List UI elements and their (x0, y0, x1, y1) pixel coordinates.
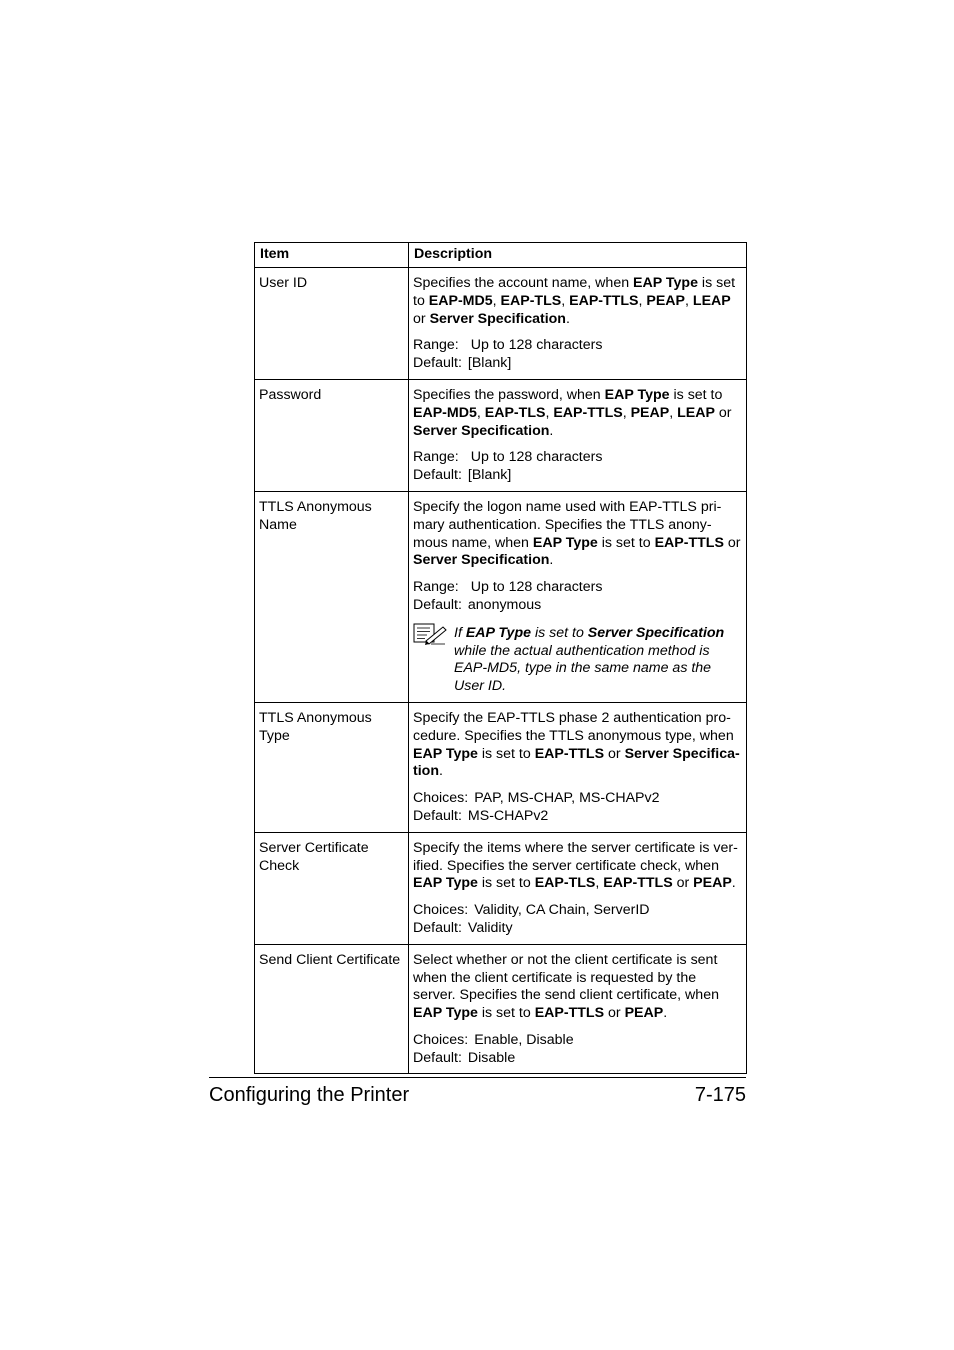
setting-value: anonymous (467, 596, 542, 613)
description-line (413, 970, 742, 988)
description-line (413, 275, 742, 293)
text-run: to (413, 292, 429, 309)
description-line (413, 875, 742, 893)
bold-term: EAP Type (532, 534, 598, 551)
description-text (413, 387, 742, 440)
table-body (255, 268, 747, 1074)
text-run: is set to (669, 386, 723, 403)
text-run: Specify the EAP-TTLS phase 2 authentication pro- (413, 709, 731, 726)
bold-term: Server Specification (587, 624, 725, 641)
note-line (454, 625, 742, 643)
item-cell (255, 491, 409, 702)
setting-value: Up to 128 characters (470, 579, 603, 596)
text-run: while the actual authentication method is (454, 642, 710, 659)
text-run: Specifies the account name, when (413, 275, 634, 291)
setting-label: Default: (413, 467, 462, 484)
bold-term: EAP Type (465, 624, 532, 641)
description-cell (409, 379, 747, 491)
setting-label: Range: (413, 337, 459, 354)
setting-line (413, 808, 742, 826)
description-line (413, 387, 742, 405)
text-run: Select whether or not the client certificate is sent (413, 951, 718, 968)
description-text (413, 499, 742, 570)
text-run: . (565, 310, 570, 327)
bold-term: Server Specification (429, 310, 566, 327)
bold-term: PEAP (693, 875, 732, 892)
text-run: . (731, 875, 736, 892)
text-run: mary authentication. Specifies the TTLS anony- (413, 516, 712, 533)
setting-value: MS-CHAPv2 (467, 807, 549, 824)
settings-block (413, 449, 742, 485)
setting-value: Enable, Disable (474, 1031, 574, 1048)
setting-label: Default: (413, 1049, 462, 1066)
text-run: , (685, 292, 693, 309)
bold-term: EAP Type (633, 275, 698, 291)
table-row (255, 379, 747, 491)
header-item: Item (255, 243, 409, 268)
setting-label: Default: (413, 919, 462, 936)
text-run: User ID. (454, 678, 507, 695)
bold-term: EAP Type (413, 1005, 478, 1022)
description-line (413, 293, 742, 311)
text-run: ified. Specifies the server certificate check, when (413, 857, 719, 874)
description-line (413, 728, 742, 746)
text-run: , (476, 404, 485, 421)
item-name: User ID (259, 275, 308, 291)
settings-table (254, 242, 747, 1074)
text-run: EAP-MD5, type in the same name as the (454, 660, 712, 677)
bold-term: EAP-TTLS (534, 1005, 605, 1022)
description-line (413, 535, 742, 553)
bold-term: Server Specification (413, 552, 550, 569)
table-row (255, 268, 747, 380)
item-cell (255, 268, 409, 380)
description-text (413, 952, 742, 1023)
description-cell (409, 702, 747, 832)
description-line (413, 952, 742, 970)
text-run: mous name, when (413, 534, 533, 551)
bold-term: EAP-MD5 (413, 404, 477, 421)
description-text (413, 840, 742, 893)
bold-term: EAP-TTLS (569, 292, 639, 309)
text-run: , (622, 404, 631, 421)
note-line (454, 660, 742, 678)
setting-value: Disable (467, 1049, 516, 1066)
text-run: Specify the logon name used with EAP-TTLS pri- (413, 498, 722, 515)
setting-label: Default: (413, 355, 462, 372)
setting-label: Default: (413, 807, 462, 824)
text-run: is set to (477, 745, 535, 762)
bold-term: EAP-TLS (484, 404, 546, 421)
item-name-line: Type (259, 727, 290, 744)
table-row (255, 944, 747, 1074)
description-line (413, 987, 742, 1005)
footer-rule (209, 1077, 746, 1078)
text-run: is set to (477, 875, 535, 892)
text-run: , (669, 404, 678, 421)
settings-block (413, 337, 742, 373)
note-line (454, 678, 742, 696)
setting-line (413, 597, 742, 615)
settings-block (413, 1032, 742, 1068)
text-run: , (638, 292, 647, 309)
bold-term: LEAP (692, 292, 731, 309)
text-run: or (714, 404, 732, 421)
setting-line (413, 449, 742, 467)
description-line (413, 423, 742, 441)
text-run: or (723, 534, 741, 551)
text-run: Specifies the password, when (413, 386, 605, 403)
text-run: or (413, 310, 430, 327)
setting-label: Choices: (413, 1031, 469, 1048)
setting-line (413, 1032, 742, 1050)
setting-line (413, 579, 742, 597)
setting-label: Choices: (413, 902, 469, 919)
setting-label: Range: (413, 579, 459, 596)
description-line (413, 746, 742, 764)
item-name-line: TTLS Anonymous (259, 709, 372, 726)
bold-term: PEAP (646, 292, 686, 309)
item-cell (255, 944, 409, 1074)
description-cell (409, 832, 747, 944)
item-cell (255, 379, 409, 491)
text-run: or (604, 745, 625, 762)
header-description: Description (409, 243, 747, 268)
text-run: . (549, 422, 554, 439)
table-row (255, 702, 747, 832)
bold-term: PEAP (630, 404, 670, 421)
settings-block (413, 790, 742, 826)
setting-line (413, 355, 742, 373)
table-row (255, 491, 747, 702)
text-run: . (439, 763, 443, 780)
setting-line (413, 902, 742, 920)
bold-term: EAP-MD5 (428, 292, 493, 309)
description-line (413, 517, 742, 535)
bold-term: Server Specification (413, 422, 550, 439)
text-run: is set (697, 275, 736, 291)
text-run: cedure. Specifies the TTLS anonymous type, when (413, 727, 734, 744)
item-name-line: TTLS Anonymous (259, 498, 372, 515)
text-run: , (492, 292, 501, 309)
item-name-line: Name (259, 516, 297, 533)
setting-label: Range: (413, 449, 459, 466)
item-cell (255, 832, 409, 944)
table-row (255, 832, 747, 944)
settings-block (413, 579, 742, 615)
description-cell (409, 944, 747, 1074)
text-run: is set to (597, 534, 655, 551)
footer-section-title: Configuring the Printer (209, 1084, 410, 1106)
setting-value: Up to 128 characters (470, 337, 603, 354)
text-run: , (595, 875, 604, 892)
description-cell (409, 491, 747, 702)
settings-block (413, 902, 742, 938)
bold-term: EAP Type (413, 875, 478, 892)
setting-value: [Blank] (467, 467, 512, 484)
bold-term: Server Specifica- (624, 745, 740, 762)
bold-term: EAP-TTLS (654, 534, 724, 551)
description-line (413, 1005, 742, 1023)
bold-term: PEAP (624, 1005, 664, 1022)
note-block (413, 625, 742, 696)
bold-term: EAP-TTLS (553, 404, 623, 421)
item-name: Send Client Certificate (259, 951, 401, 968)
footer-page-number: 7-175 (694, 1084, 746, 1106)
item-name: Password (259, 386, 322, 403)
setting-line (413, 337, 742, 355)
description-line (413, 405, 742, 423)
description-line (413, 858, 742, 876)
setting-label: Choices: (413, 790, 469, 807)
description-line (413, 499, 742, 517)
text-run: is set to (531, 624, 588, 641)
description-line (413, 710, 742, 728)
setting-value: [Blank] (467, 355, 512, 372)
memo-pencil-icon (413, 623, 447, 645)
text-run: Specify the items where the server certificate is ver- (413, 839, 738, 856)
setting-value: Validity (467, 919, 513, 936)
setting-label: Default: (413, 596, 462, 613)
item-name-line: Check (259, 857, 300, 874)
text-run: , (545, 404, 554, 421)
setting-value: Validity, CA Chain, ServerID (474, 902, 650, 919)
text-run: or (672, 875, 694, 892)
setting-value: Up to 128 characters (470, 449, 603, 466)
text-run: or (604, 1005, 625, 1022)
bold-term: EAP Type (604, 386, 670, 403)
setting-line (413, 920, 742, 938)
bold-term: EAP-TLS (500, 292, 562, 309)
bold-term: EAP-TLS (534, 875, 596, 892)
text-run: server. Specifies the send client certificate, when (413, 987, 719, 1004)
bold-term: EAP-TTLS (534, 745, 605, 762)
bold-term: LEAP (677, 404, 715, 421)
description-text (413, 710, 742, 781)
text-run: when the client certificate is requested by the (413, 969, 697, 986)
text-run: , (561, 292, 570, 309)
description-line (413, 840, 742, 858)
description-cell (409, 268, 747, 380)
note-line (454, 643, 742, 661)
bold-term: EAP Type (413, 745, 478, 762)
description-line (413, 311, 742, 329)
setting-value: PAP, MS-CHAP, MS-CHAPv2 (474, 790, 660, 807)
setting-line (413, 1050, 742, 1068)
item-cell (255, 702, 409, 832)
text-run: . (663, 1005, 668, 1022)
description-text (413, 275, 742, 328)
description-line (413, 552, 742, 570)
bold-term: EAP-TTLS (603, 875, 673, 892)
table-header-row (255, 243, 747, 268)
text-run: If (454, 624, 466, 641)
description-line (413, 763, 742, 781)
setting-line (413, 467, 742, 485)
setting-line (413, 790, 742, 808)
item-name-line: Server Certificate (259, 839, 369, 856)
text-run: is set to (477, 1005, 535, 1022)
bold-term: tion (413, 763, 439, 780)
text-run: . (549, 552, 554, 569)
